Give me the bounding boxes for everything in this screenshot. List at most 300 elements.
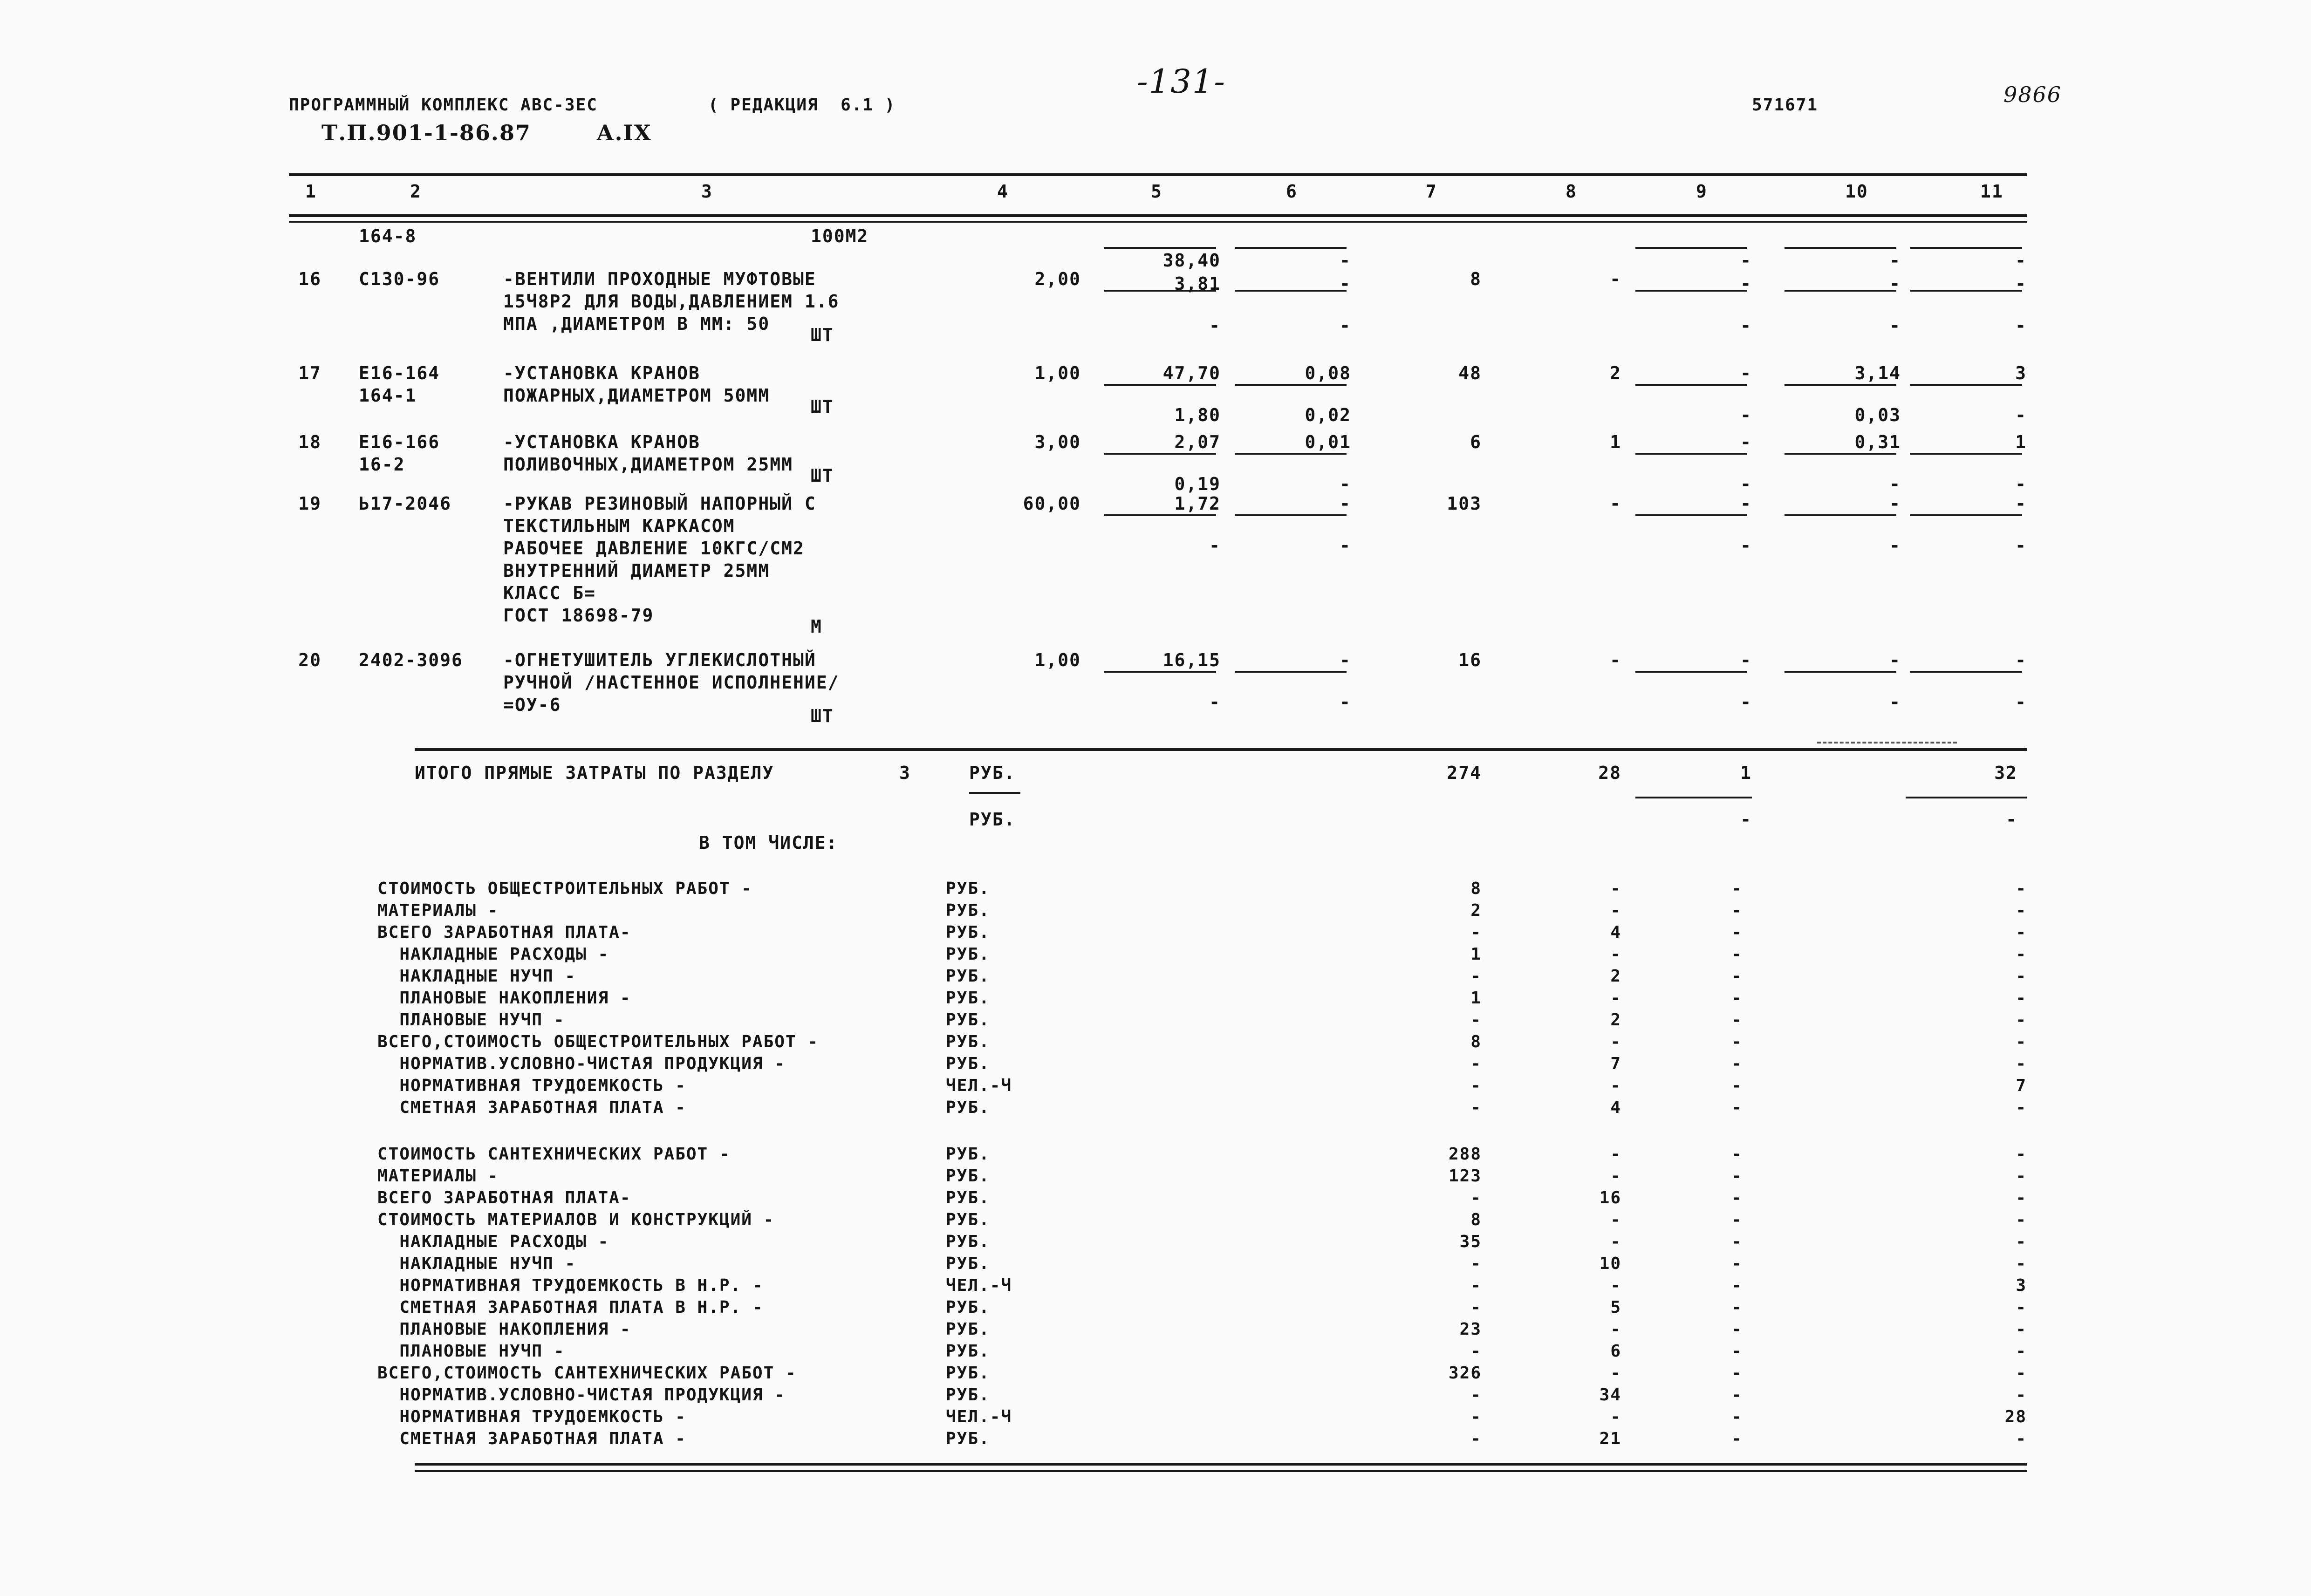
price-code-sub: 164-1 (359, 385, 417, 406)
cell-rule (1785, 514, 1896, 516)
summary-unit: РУБ. (946, 1010, 990, 1030)
summary-unit: РУБ. (946, 1232, 990, 1251)
summary-c8: 34 (1599, 1385, 1621, 1405)
summary-label: ПЛАНОВЫЕ НУЧП - (377, 1010, 565, 1030)
summary-unit: РУБ. (946, 879, 990, 898)
item-description: ГОСТ 18698-79 (503, 605, 654, 626)
summary-unit: РУБ. (946, 1342, 990, 1361)
cost-c10: - (1889, 535, 1901, 556)
summary-c9: - (1731, 923, 1743, 942)
cell-rule (1104, 247, 1216, 249)
summary-c11: - (2016, 1429, 2027, 1448)
summary-unit: РУБ. (946, 1210, 990, 1229)
cost-c6: 0,02 (1305, 405, 1351, 425)
summary-label: ПЛАНОВЫЕ НАКОПЛЕНИЯ - (377, 989, 631, 1008)
cost-c5: 38,40 (1162, 250, 1221, 271)
item-description: 15Ч8Р2 ДЛЯ ВОДЫ,ДАВЛЕНИЕМ 1.6 (503, 291, 840, 312)
summary-c7: - (1470, 1276, 1482, 1295)
price-code-sub: 16-2 (359, 454, 405, 475)
total-c11-rule (1906, 797, 2027, 798)
summary-label: ПЛАНОВЫЕ НУЧП - (377, 1342, 565, 1361)
summary-c9: - (1731, 1098, 1743, 1117)
cell-rule (1104, 671, 1216, 673)
summary-label: НАКЛАДНЫЕ РАСХОДЫ - (377, 945, 609, 964)
column-number: 7 (1426, 181, 1437, 202)
total-c8: 28 (1598, 763, 1621, 783)
summary-c11: - (2016, 1188, 2027, 1207)
summary-c7: - (1470, 1054, 1482, 1073)
summary-c11: - (2016, 1210, 2027, 1229)
summary-c8: - (1610, 1210, 1621, 1229)
summary-label: НОРМАТИВ.УСЛОВНО-ЧИСТАЯ ПРОДУКЦИЯ - (377, 1385, 786, 1405)
cost-c9: - (1740, 273, 1752, 294)
column-number: 5 (1151, 181, 1162, 202)
cost-c6: - (1340, 650, 1351, 670)
total-c9: 1 (1740, 763, 1752, 783)
cell-rule (1635, 514, 1747, 516)
item-description: КЛАСС Б= (503, 583, 596, 603)
cost-c11: - (2015, 474, 2027, 494)
cost-c5: 1,80 (1174, 405, 1221, 425)
cost-c6: - (1340, 273, 1351, 294)
summary-label: СМЕТНАЯ ЗАРАБОТНАЯ ПЛАТА - (377, 1429, 686, 1448)
summary-c9: - (1731, 989, 1743, 1008)
cost-c6: - (1340, 250, 1351, 271)
cost-c9: - (1740, 363, 1752, 383)
cost-c9: - (1740, 493, 1752, 514)
cost-c11: - (2015, 535, 2027, 556)
summary-c7: 8 (1470, 1210, 1482, 1229)
summary-unit: РУБ. (946, 901, 990, 920)
cell-rule (1235, 384, 1347, 386)
summary-unit: ЧЕЛ.-Ч (946, 1276, 1012, 1295)
cost-c5: 16,15 (1162, 650, 1221, 670)
summary-c7: 8 (1470, 1032, 1482, 1051)
cell-rule (1910, 453, 2022, 455)
summary-c7: - (1470, 1010, 1482, 1030)
cell-rule (1785, 247, 1896, 249)
summary-c9: - (1731, 1320, 1743, 1339)
item-description: ВНУТРЕННИЙ ДИАМЕТР 25ММ (503, 560, 770, 581)
cost-c8: 1 (1610, 432, 1621, 452)
cost-c5: - (1209, 692, 1221, 712)
cost-c11: - (2015, 250, 2027, 271)
summary-label: МАТЕРИАЛЫ - (377, 1166, 499, 1186)
summary-c11: - (2016, 1232, 2027, 1251)
summary-c8: - (1610, 1032, 1621, 1051)
summary-c7: - (1470, 1429, 1482, 1448)
price-code: 2402-3096 (359, 650, 463, 670)
price-code: Е16-166 (359, 432, 440, 452)
summary-c8: 6 (1610, 1342, 1621, 1361)
summary-c11: - (2016, 1254, 2027, 1273)
cell-rule (1785, 671, 1896, 673)
cell-rule (1104, 290, 1216, 292)
column-number: 1 (305, 181, 317, 202)
summary-unit: РУБ. (946, 967, 990, 986)
cost-c10: 3,14 (1854, 363, 1901, 383)
summary-c11: - (2016, 1098, 2027, 1117)
cell-rule (1235, 247, 1347, 249)
summary-label: СМЕТНАЯ ЗАРАБОТНАЯ ПЛАТА - (377, 1098, 686, 1117)
cost-c8: - (1610, 493, 1621, 514)
summary-c7: 1 (1470, 945, 1482, 964)
summary-c7: - (1470, 1098, 1482, 1117)
cost-c10: - (1889, 474, 1901, 494)
cost-c7: 8 (1470, 269, 1482, 289)
summary-unit: РУБ. (946, 923, 990, 942)
cost-c7: 48 (1458, 363, 1482, 383)
cost-c11: 3 (2015, 363, 2027, 383)
cell-rule (1104, 453, 1216, 455)
quantity: 60,00 (1023, 493, 1081, 514)
item-description: МПА ,ДИАМЕТРОМ В ММ: 50 (503, 314, 770, 334)
summary-c9: - (1731, 1145, 1743, 1164)
cost-c6: 0,01 (1305, 432, 1351, 452)
summary-c9: - (1731, 1010, 1743, 1030)
summary-unit: РУБ. (946, 1298, 990, 1317)
summary-c11: 3 (2016, 1276, 2027, 1295)
summary-c9: - (1731, 1210, 1743, 1229)
summary-c8: 5 (1610, 1298, 1621, 1317)
row-number: 17 (298, 363, 321, 383)
summary-c8: 10 (1599, 1254, 1621, 1273)
summary-c8: - (1610, 1166, 1621, 1186)
summary-c9: - (1731, 1276, 1743, 1295)
cost-c9: - (1740, 250, 1752, 271)
summary-c11: - (2016, 1298, 2027, 1317)
summary-label: ВСЕГО ЗАРАБОТНАЯ ПЛАТА- (377, 1188, 631, 1207)
summary-unit: РУБ. (946, 1032, 990, 1051)
row-number: 18 (298, 432, 321, 452)
summary-c11: 7 (2016, 1076, 2027, 1095)
summary-c11: - (2016, 923, 2027, 942)
total-label: ИТОГО ПРЯМЫЕ ЗАТРАТЫ ПО РАЗДЕЛУ (415, 763, 774, 783)
summary-c11: - (2016, 1032, 2027, 1051)
cost-c6: - (1340, 692, 1351, 712)
column-number: 3 (701, 181, 713, 202)
summary-label: СТОИМОСТЬ ОБЩЕСТРОИТЕЛЬНЫХ РАБОТ - (377, 879, 752, 898)
cost-c10: 0,03 (1854, 405, 1901, 425)
summary-c11: - (2016, 1385, 2027, 1405)
summary-c8: - (1610, 1076, 1621, 1095)
summary-c8: 7 (1610, 1054, 1621, 1073)
summary-c11: - (2016, 1010, 2027, 1030)
column-number: 4 (997, 181, 1009, 202)
quantity: 3,00 (1034, 432, 1081, 452)
summary-c7: - (1470, 1407, 1482, 1426)
cost-c10: - (1889, 250, 1901, 271)
price-code: Е16-164 (359, 363, 440, 383)
column-number: 6 (1286, 181, 1298, 202)
summary-label: ВСЕГО,СТОИМОСТЬ САНТЕХНИЧЕСКИХ РАБОТ - (377, 1364, 797, 1383)
summary-c9: - (1731, 1342, 1743, 1361)
cost-c9: - (1740, 315, 1752, 336)
summary-label: НАКЛАДНЫЕ НУЧП - (377, 1254, 576, 1273)
item-description: -ВЕНТИЛИ ПРОХОДНЫЕ МУФТОВЫЕ (503, 269, 816, 289)
summary-unit: РУБ. (946, 1320, 990, 1339)
summary-label: НАКЛАДНЫЕ РАСХОДЫ - (377, 1232, 609, 1251)
summary-c11: - (2016, 967, 2027, 986)
summary-label: НОРМАТИВНАЯ ТРУДОЕМКОСТЬ - (377, 1407, 686, 1426)
cost-c11: - (2015, 650, 2027, 670)
summary-c7: - (1470, 1076, 1482, 1095)
cost-c11: - (2015, 315, 2027, 336)
total-c11b: - (2006, 809, 2017, 830)
summary-label: НОРМАТИВНАЯ ТРУДОЕМКОСТЬ В Н.Р. - (377, 1276, 764, 1295)
summary-c9: - (1731, 901, 1743, 920)
summary-c11: - (2016, 1342, 2027, 1361)
cost-c7: 16 (1458, 650, 1482, 670)
total-unit-2: РУБ. (969, 809, 1016, 830)
summary-c8: - (1610, 1232, 1621, 1251)
cell-rule (1785, 290, 1896, 292)
summary-label: НАКЛАДНЫЕ НУЧП - (377, 967, 576, 986)
summary-c7: - (1470, 1188, 1482, 1207)
price-code: Ь17-2046 (359, 493, 452, 514)
total-c9b: - (1740, 809, 1752, 830)
cell-rule (1910, 384, 2022, 386)
summary-c8: - (1610, 989, 1621, 1008)
summary-unit: РУБ. (946, 945, 990, 964)
summary-unit: РУБ. (946, 1098, 990, 1117)
row-number: 19 (298, 493, 321, 514)
cost-c10: 0,31 (1854, 432, 1901, 452)
cost-c5: 2,07 (1174, 432, 1221, 452)
item-description: =ОУ-6 (503, 695, 561, 715)
summary-c11: - (2016, 945, 2027, 964)
total-c7: 274 (1447, 763, 1482, 783)
price-code: С130-96 (359, 269, 440, 289)
section-rule (415, 748, 2027, 751)
summary-unit: РУБ. (946, 1254, 990, 1273)
summary-unit: РУБ. (946, 1364, 990, 1383)
summary-c9: - (1731, 1254, 1743, 1273)
summary-c8: - (1610, 1276, 1621, 1295)
project-code: Т.П.901-1-86.87 (321, 120, 531, 145)
bottom-rule-2 (415, 1470, 2027, 1472)
cell-rule (1635, 290, 1747, 292)
total-section: 3 (899, 763, 911, 783)
summary-c7: - (1470, 1254, 1482, 1273)
summary-c7: - (1470, 1385, 1482, 1405)
cost-c8: - (1610, 650, 1621, 670)
cost-c5: - (1209, 535, 1221, 556)
cost-c11: - (2015, 692, 2027, 712)
summary-c9: - (1731, 1298, 1743, 1317)
cell-rule (1235, 453, 1347, 455)
summary-label: ВСЕГО,СТОИМОСТЬ ОБЩЕСТРОИТЕЛЬНЫХ РАБОТ - (377, 1032, 819, 1051)
summary-c9: - (1731, 1364, 1743, 1383)
summary-c9: - (1731, 967, 1743, 986)
total-c11: 32 (1994, 763, 2017, 783)
summary-label: ПЛАНОВЫЕ НАКОПЛЕНИЯ - (377, 1320, 631, 1339)
bottom-rule (415, 1463, 2027, 1466)
cost-c6: 0,08 (1305, 363, 1351, 383)
summary-unit: РУБ. (946, 989, 990, 1008)
cost-c5: 3,81 (1174, 273, 1221, 294)
summary-c7: 35 (1459, 1232, 1482, 1251)
cell-rule (1635, 671, 1747, 673)
item-description: ПОЖАРНЫХ,ДИАМЕТРОМ 50ММ (503, 385, 770, 406)
cost-c8: 2 (1610, 363, 1621, 383)
cost-c11: - (2015, 493, 2027, 514)
item-description: РУЧНОЙ /НАСТЕННОЕ ИСПОЛНЕНИЕ/ (503, 672, 840, 693)
cost-c9: - (1740, 474, 1752, 494)
column-number: 10 (1845, 181, 1868, 202)
cost-c7: 6 (1470, 432, 1482, 452)
summary-c9: - (1731, 1076, 1743, 1095)
cost-c6: - (1340, 315, 1351, 336)
summary-c8: 4 (1610, 1098, 1621, 1117)
summary-c11: - (2016, 1145, 2027, 1164)
summary-c8: 2 (1610, 1010, 1621, 1030)
summary-c8: - (1610, 901, 1621, 920)
summary-c11: - (2016, 1364, 2027, 1383)
summary-label: СТОИМОСТЬ МАТЕРИАЛОВ И КОНСТРУКЦИЙ - (377, 1210, 775, 1229)
summary-c11: - (2016, 879, 2027, 898)
cell-rule (1910, 247, 2022, 249)
summary-c9: - (1731, 1407, 1743, 1426)
row-number: 16 (298, 269, 321, 289)
summary-c7: 326 (1448, 1364, 1482, 1383)
summary-c11: - (2016, 1054, 2027, 1073)
summary-c9: - (1731, 1032, 1743, 1051)
column-number: 11 (1980, 181, 2003, 202)
unit-of-measure: ШТ (811, 325, 834, 345)
unit-of-measure: М (811, 616, 822, 637)
cell-rule (1235, 290, 1347, 292)
summary-c7: - (1470, 967, 1482, 986)
column-header-rule-2 (289, 221, 2027, 223)
item-description: -РУКАВ РЕЗИНОВЫЙ НАПОРНЫЙ С (503, 493, 816, 514)
summary-c9: - (1731, 1166, 1743, 1186)
column-number: 8 (1566, 181, 1577, 202)
cost-c10: - (1889, 315, 1901, 336)
summary-c9: - (1731, 1385, 1743, 1405)
item-description: -УСТАНОВКА КРАНОВ (503, 363, 700, 383)
summary-c7: - (1470, 923, 1482, 942)
item-description: -УСТАНОВКА КРАНОВ (503, 432, 700, 452)
cost-c6: - (1340, 493, 1351, 514)
program-title: ПРОГРАММНЫЙ КОМПЛЕКС АВС-ЗЕС (289, 95, 598, 115)
summary-c11: 28 (2004, 1407, 2027, 1426)
cost-c6: - (1340, 474, 1351, 494)
summary-c8: - (1610, 945, 1621, 964)
unit-of-measure: ШТ (811, 706, 834, 726)
summary-label: НОРМАТИВ.УСЛОВНО-ЧИСТАЯ ПРОДУКЦИЯ - (377, 1054, 786, 1073)
cell-rule (1910, 671, 2022, 673)
summary-unit: РУБ. (946, 1385, 990, 1405)
dotted-mark (1817, 742, 1957, 743)
cost-c9: - (1740, 535, 1752, 556)
cost-c9: - (1740, 405, 1752, 425)
summary-c7: - (1470, 1298, 1482, 1317)
column-header-rule (289, 214, 2027, 217)
unit-of-measure: ШТ (811, 465, 834, 486)
cell-rule (1635, 453, 1747, 455)
cost-c10: - (1889, 692, 1901, 712)
cost-c8: - (1610, 269, 1621, 289)
summary-c8: 16 (1599, 1188, 1621, 1207)
summary-c7: 288 (1448, 1145, 1482, 1164)
cost-c10: - (1889, 493, 1901, 514)
summary-c8: 4 (1610, 923, 1621, 942)
cost-c10: - (1889, 650, 1901, 670)
quantity: 2,00 (1034, 269, 1081, 289)
item-description: ПОЛИВОЧНЫХ,ДИАМЕТРОМ 25ММ (503, 454, 793, 475)
summary-c7: 23 (1459, 1320, 1482, 1339)
edition-label: ( РЕДАКЦИЯ 6.1 ) (708, 95, 896, 115)
summary-unit: РУБ. (946, 1429, 990, 1448)
album-code: А.IX (596, 120, 652, 145)
unit-of-measure: 100М2 (811, 226, 869, 246)
document-number: 571671 (1752, 95, 1819, 115)
cell-rule (1235, 671, 1347, 673)
summary-c9: - (1731, 1429, 1743, 1448)
quantity: 1,00 (1034, 363, 1081, 383)
cost-c9: - (1740, 692, 1752, 712)
summary-label: НОРМАТИВНАЯ ТРУДОЕМКОСТЬ - (377, 1076, 686, 1095)
summary-c8: - (1610, 1320, 1621, 1339)
summary-c8: - (1610, 879, 1621, 898)
cell-rule (1785, 453, 1896, 455)
item-description: РАБОЧЕЕ ДАВЛЕНИЕ 10КГС/СМ2 (503, 538, 805, 559)
summary-c7: 8 (1470, 879, 1482, 898)
cost-c9: - (1740, 650, 1752, 670)
table-top-rule (289, 173, 2027, 176)
summary-unit: РУБ. (946, 1166, 990, 1186)
cost-c9: - (1740, 432, 1752, 452)
summary-c7: 2 (1470, 901, 1482, 920)
summary-c7: 1 (1470, 989, 1482, 1008)
summary-unit: ЧЕЛ.-Ч (946, 1407, 1012, 1426)
summary-c8: - (1610, 1145, 1621, 1164)
cost-c5: 1,72 (1174, 493, 1221, 514)
cost-c6: - (1340, 535, 1351, 556)
summary-unit: РУБ. (946, 1054, 990, 1073)
quantity: 1,00 (1034, 650, 1081, 670)
summary-c9: - (1731, 1232, 1743, 1251)
summary-c11: - (2016, 1320, 2027, 1339)
summary-c7: - (1470, 1342, 1482, 1361)
cost-c11: - (2015, 405, 2027, 425)
cost-c10: - (1889, 273, 1901, 294)
summary-c11: - (2016, 901, 2027, 920)
column-number: 9 (1696, 181, 1708, 202)
cell-rule (1785, 384, 1896, 386)
cell-rule (1235, 514, 1347, 516)
cost-c11: 1 (2015, 432, 2027, 452)
summary-c8: 21 (1599, 1429, 1621, 1448)
summary-c9: - (1731, 1188, 1743, 1207)
summary-c9: - (1731, 945, 1743, 964)
summary-c11: - (2016, 989, 2027, 1008)
summary-label: СМЕТНАЯ ЗАРАБОТНАЯ ПЛАТА В Н.Р. - (377, 1298, 764, 1317)
price-code: 164-8 (359, 226, 417, 246)
column-number: 2 (410, 181, 422, 202)
summary-c8: 2 (1610, 967, 1621, 986)
summary-label: ВСЕГО ЗАРАБОТНАЯ ПЛАТА- (377, 923, 631, 942)
page-number: -131- (1137, 62, 1226, 101)
summary-c9: - (1731, 1054, 1743, 1073)
cell-rule (1635, 384, 1747, 386)
summary-c11: - (2016, 1166, 2027, 1186)
summary-unit: РУБ. (946, 1145, 990, 1164)
item-description: -ОГНЕТУШИТЕЛЬ УГЛЕКИСЛОТНЫЙ (503, 650, 816, 670)
summary-label: СТОИМОСТЬ САНТЕХНИЧЕСКИХ РАБОТ - (377, 1145, 731, 1164)
summary-unit: ЧЕЛ.-Ч (946, 1076, 1012, 1095)
